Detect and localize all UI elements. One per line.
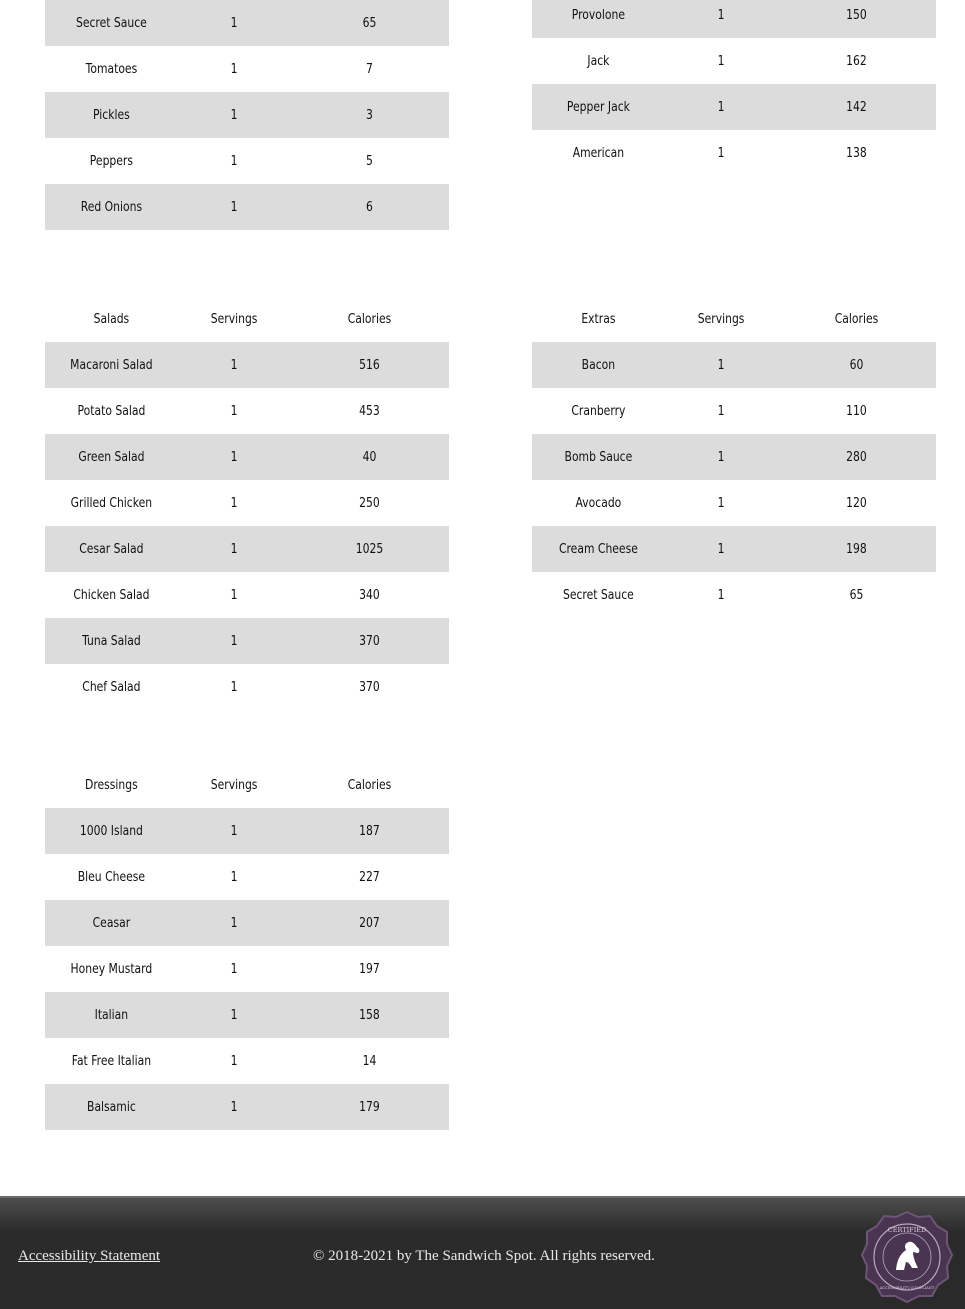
item-servings: 1 xyxy=(230,1053,238,1069)
badge-bottom-text: ACCESSIBILITY COMPLIANT xyxy=(879,1286,935,1290)
item-calories: 158 xyxy=(359,1007,380,1023)
item-servings: 1 xyxy=(717,449,725,465)
item-name: Chef Salad xyxy=(82,679,141,695)
item-servings: 1 xyxy=(230,961,238,977)
table-row xyxy=(532,572,936,618)
item-name: Tomatoes xyxy=(85,61,138,77)
item-name: Bleu Cheese xyxy=(77,869,146,885)
item-calories: 280 xyxy=(846,449,867,465)
item-name: Cream Cheese xyxy=(558,541,638,557)
table-row xyxy=(45,138,449,184)
copyright-text: © 2018-2021 by The Sandwich Spot. All rights reserved. xyxy=(313,1248,655,1264)
item-name: 1000 Island xyxy=(79,823,143,839)
item-name: Peppers xyxy=(89,153,133,169)
column-header-name: Extras xyxy=(581,311,616,327)
table-header xyxy=(532,296,936,342)
item-calories: 250 xyxy=(359,495,380,511)
column-header-name: Salads xyxy=(93,311,130,327)
item-servings: 1 xyxy=(230,495,238,511)
item-name: Bomb Sauce xyxy=(564,449,633,465)
item-calories: 3 xyxy=(366,107,373,123)
item-servings: 1 xyxy=(717,53,725,69)
item-servings: 1 xyxy=(230,541,238,557)
item-calories: 1025 xyxy=(355,541,384,557)
item-servings: 1 xyxy=(717,587,725,603)
item-name: Avocado xyxy=(575,495,622,511)
table-row xyxy=(532,130,936,176)
column-header-servings: Servings xyxy=(697,311,745,327)
item-servings: 1 xyxy=(230,403,238,419)
item-servings: 1 xyxy=(717,357,725,373)
item-calories: 207 xyxy=(359,915,380,931)
item-name: Pickles xyxy=(93,107,130,123)
item-calories: 187 xyxy=(359,823,380,839)
item-servings: 1 xyxy=(230,1099,238,1115)
item-calories: 7 xyxy=(366,61,373,77)
table-row xyxy=(45,526,449,572)
table-row xyxy=(45,572,449,618)
table-row xyxy=(45,900,449,946)
item-servings: 1 xyxy=(230,915,238,931)
item-calories: 197 xyxy=(359,961,380,977)
item-calories: 138 xyxy=(846,145,867,161)
item-name: Provolone xyxy=(571,7,626,23)
item-servings: 1 xyxy=(230,869,238,885)
table-row xyxy=(45,854,449,900)
item-servings: 1 xyxy=(230,153,238,169)
item-calories: 110 xyxy=(846,403,867,419)
table-row xyxy=(532,388,936,434)
item-calories: 370 xyxy=(359,633,380,649)
item-name: Pepper Jack xyxy=(566,99,630,115)
table-row xyxy=(45,92,449,138)
item-servings: 1 xyxy=(230,15,238,31)
item-calories: 6 xyxy=(366,199,373,215)
table-row xyxy=(45,480,449,526)
item-servings: 1 xyxy=(230,61,238,77)
item-name: Grilled Chicken xyxy=(70,495,153,511)
item-calories: 5 xyxy=(366,153,373,169)
accessibility-badge[interactable] xyxy=(860,1210,954,1304)
item-name: Cranberry xyxy=(571,403,626,419)
table-row xyxy=(45,388,449,434)
salads-table xyxy=(45,296,449,710)
item-name: Secret Sauce xyxy=(562,587,634,603)
item-calories: 340 xyxy=(359,587,380,603)
table-row xyxy=(45,808,449,854)
item-calories: 120 xyxy=(846,495,867,511)
toppings-table xyxy=(45,0,449,230)
table-row xyxy=(45,342,449,388)
column-header-servings: Servings xyxy=(210,311,258,327)
item-name: Cesar Salad xyxy=(79,541,144,557)
table-row xyxy=(532,480,936,526)
column-header-calories: Calories xyxy=(347,777,392,793)
table-header xyxy=(45,762,449,808)
item-name: Chicken Salad xyxy=(73,587,150,603)
item-servings: 1 xyxy=(717,403,725,419)
item-calories: 227 xyxy=(359,869,380,885)
item-name: Fat Free Italian xyxy=(71,1053,152,1069)
item-name: Balsamic xyxy=(87,1099,136,1115)
item-calories: 14 xyxy=(362,1053,377,1069)
item-servings: 1 xyxy=(230,1007,238,1023)
item-servings: 1 xyxy=(230,679,238,695)
table-row xyxy=(45,1084,449,1130)
item-calories: 65 xyxy=(362,15,377,31)
column-header-servings: Servings xyxy=(210,777,258,793)
item-name: Tuna Salad xyxy=(82,633,141,649)
item-servings: 1 xyxy=(230,823,238,839)
table-row xyxy=(45,434,449,480)
item-servings: 1 xyxy=(717,495,725,511)
item-calories: 370 xyxy=(359,679,380,695)
item-name: Macaroni Salad xyxy=(70,357,153,373)
badge-top-text: CERTIFIED xyxy=(887,1226,927,1234)
column-header-calories: Calories xyxy=(347,311,392,327)
table-row xyxy=(532,342,936,388)
table-header xyxy=(45,296,449,342)
item-name: Italian xyxy=(94,1007,129,1023)
item-calories: 40 xyxy=(362,449,377,465)
item-calories: 60 xyxy=(849,357,864,373)
dressings-table xyxy=(45,762,449,1130)
cheese-table xyxy=(532,0,936,176)
table-row xyxy=(45,1038,449,1084)
item-calories: 142 xyxy=(846,99,867,115)
table-row xyxy=(532,526,936,572)
item-calories: 453 xyxy=(359,403,380,419)
column-header-calories: Calories xyxy=(834,311,879,327)
item-name: Secret Sauce xyxy=(75,15,147,31)
table-row xyxy=(45,0,449,46)
item-calories: 162 xyxy=(846,53,867,69)
item-servings: 1 xyxy=(230,357,238,373)
item-servings: 1 xyxy=(230,449,238,465)
item-servings: 1 xyxy=(717,7,725,23)
table-row xyxy=(45,992,449,1038)
item-name: Ceasar xyxy=(92,915,131,931)
item-calories: 150 xyxy=(846,7,867,23)
table-row xyxy=(532,38,936,84)
item-name: Potato Salad xyxy=(77,403,146,419)
item-name: Red Onions xyxy=(80,199,143,215)
table-row xyxy=(45,664,449,710)
table-row xyxy=(45,946,449,992)
column-header-name: Dressings xyxy=(85,777,138,793)
item-calories: 516 xyxy=(359,357,380,373)
item-calories: 179 xyxy=(359,1099,380,1115)
item-servings: 1 xyxy=(230,199,238,215)
site-footer xyxy=(0,1196,965,1309)
horse-seal-icon xyxy=(860,1210,954,1304)
item-calories: 198 xyxy=(846,541,867,557)
item-servings: 1 xyxy=(230,633,238,649)
table-row xyxy=(532,0,936,38)
item-servings: 1 xyxy=(717,99,725,115)
item-name: Jack xyxy=(587,53,610,69)
item-servings: 1 xyxy=(717,145,725,161)
item-name: Bacon xyxy=(581,357,616,373)
item-servings: 1 xyxy=(230,587,238,603)
table-row xyxy=(532,434,936,480)
table-row xyxy=(532,84,936,130)
item-calories: 65 xyxy=(849,587,864,603)
table-row xyxy=(45,184,449,230)
extras-table xyxy=(532,296,936,618)
table-row xyxy=(45,46,449,92)
table-row xyxy=(45,618,449,664)
item-name: Honey Mustard xyxy=(70,961,153,977)
accessibility-statement-link[interactable]: Accessibility Statement xyxy=(18,1248,161,1264)
item-name: American xyxy=(572,145,625,161)
item-servings: 1 xyxy=(230,107,238,123)
item-name: Green Salad xyxy=(78,449,145,465)
item-servings: 1 xyxy=(717,541,725,557)
